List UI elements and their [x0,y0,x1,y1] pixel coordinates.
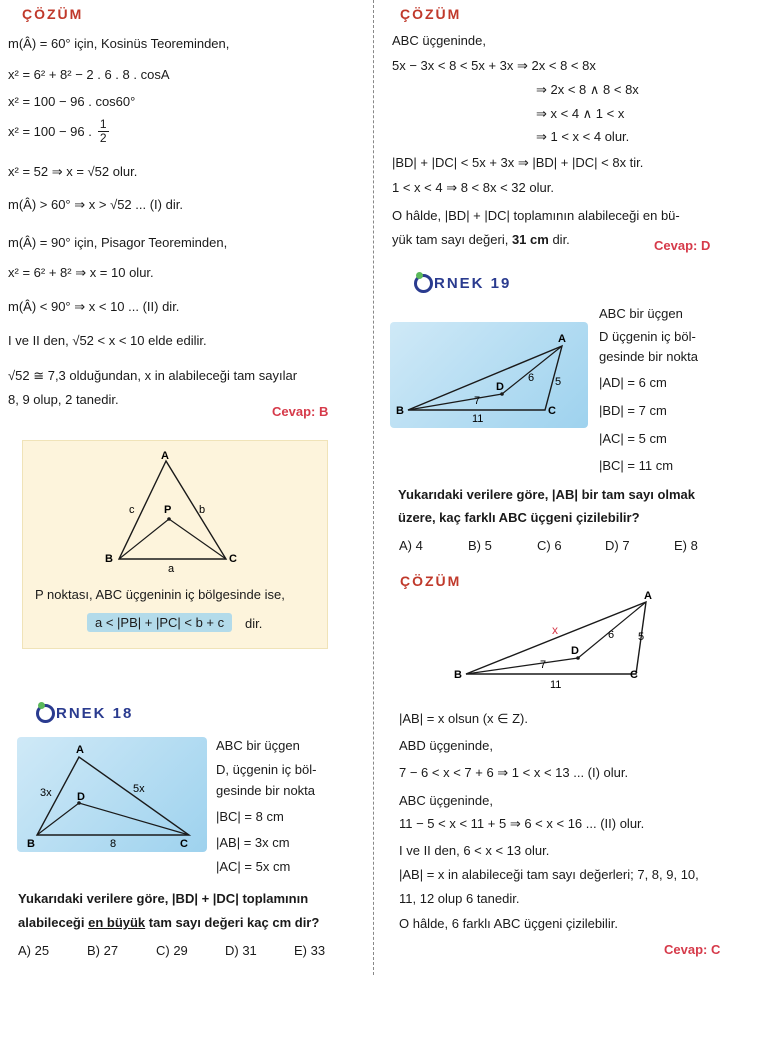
given-line: D, üçgenin iç böl- [216,762,317,777]
solution-line: |AB| = x olsun (x ∈ Z). [399,711,528,726]
given-line: |AD| = 6 cm [599,375,667,390]
label-ad: 6 [528,372,535,384]
solution-line-answer [392,232,570,247]
given-line: |AC| = 5x cm [216,859,291,874]
solution-line: 8, 9 olup, 2 tanedir. [8,392,119,407]
solution-line: x² = 6² + 8² − 2 . 6 . 8 . cosA [8,67,170,82]
label-b-vertex: B [105,553,113,565]
solution-line: x² = 6² + 8² ⇒ x = 10 olur. [8,265,154,280]
solution-line: yük tam sayı değeri, [392,232,509,247]
solution-line: I ve II den, √52 < x < 10 elde edilir. [8,333,207,348]
solution-line: m(Â) < 90° ⇒ x < 10 ... (II) dir. [8,299,180,314]
given-line: |AC| = 5 cm [599,431,667,446]
example-18-header [36,704,133,723]
answer-suffix: dir. [552,232,570,247]
label-b: B [396,405,404,417]
triangle-figure-p [23,441,327,586]
info-box [22,440,328,649]
question-emphasis: en büyük [88,915,146,930]
column-divider [373,0,375,975]
example-19-figure [390,322,588,428]
label-side-a: a [168,563,175,575]
label-d: D [496,381,504,393]
question-part: alabileceği [18,915,89,930]
solution-line: O hâlde, 6 farklı ABC üçgeni çizilebilir. [399,916,618,931]
given-line: |BC| = 11 cm [599,458,674,473]
label-b: B [454,669,462,681]
label-c: C [630,669,638,681]
label-d: D [77,791,85,803]
solution-line: ABC üçgeninde, [392,33,486,48]
example-o-icon [36,704,55,723]
solution-line: O hâlde, |BD| + |DC| toplamının alabileceği en bü- [392,208,680,223]
solution-line: 5x − 3x < 8 < 5x + 3x ⇒ 2x < 8 < 8x [392,58,596,73]
label-ac: 5x [133,783,145,795]
option-d[interactable]: D) 7 [605,538,630,553]
question-part: tam sayı değeri kaç cm dir? [145,915,320,930]
label-ac: 5 [555,376,562,388]
given-line: |BC| = 8 cm [216,809,284,824]
label-bd: 7 [540,659,547,671]
question-text-2 [18,915,319,930]
label-b: B [27,838,35,850]
option-e[interactable]: E) 33 [294,943,326,958]
solution-line-fraction [8,118,109,145]
solution-line: x² = 100 − 96 . [8,124,92,139]
solution-title-right: ÇÖZÜM [400,6,462,22]
option-d[interactable]: D) 31 [225,943,257,958]
answer-label: Cevap: B [272,404,329,419]
answer-label: Cevap: D [654,238,711,253]
label-bd: 7 [474,395,481,407]
question-text: üzere, kaç farklı ABC üçgeni çizilebilir? [398,510,640,525]
label-d: D [571,645,579,657]
solution-line: √52 ≅ 7,3 olduğundan, x in alabileceği tam sayılar [8,368,298,383]
option-b[interactable]: B) 27 [87,943,119,958]
given-line: ABC bir üçgen [599,306,683,321]
label-bc: 8 [110,838,117,850]
formula: a < |PB| + |PC| < b + c [95,615,225,630]
given-line: gesinde bir nokta [599,349,699,364]
option-a[interactable]: A) 25 [18,943,50,958]
solution-line: ABD üçgeninde, [399,738,493,753]
label-c-vertex: C [229,553,237,565]
solution-line: ⇒ x < 4 ∧ 1 < x [536,106,625,121]
solution-line: 11 − 5 < x < 11 + 5 ⇒ 6 < x < 16 ... (II) olur. [399,816,645,831]
triangle-figure-19 [390,322,588,428]
label-a-vertex: A [161,450,169,462]
formula-highlight [87,613,232,632]
solution-title-left: ÇÖZÜM [22,6,84,22]
option-c[interactable]: C) 6 [537,538,562,553]
option-b[interactable]: B) 5 [468,538,492,553]
solution-line: |BD| + |DC| < 5x + 3x ⇒ |BD| + |DC| < 8x tir. [392,155,644,170]
solution-line: ABC üçgeninde, [399,793,493,808]
example-19-header [414,274,511,293]
solution-line: m(Â) = 90° için, Pisagor Teoreminden, [8,235,228,250]
solution-line: 1 < x < 4 ⇒ 8 < 8x < 32 olur. [392,180,554,195]
example-o-icon [414,274,433,293]
info-text: P noktası, ABC üçgeninin iç bölgesinde ise, [35,587,285,602]
solution-line: ⇒ 2x < 8 ∧ 8 < 8x [536,82,639,97]
label-x: x [552,623,558,637]
option-c[interactable]: C) 29 [156,943,188,958]
solution-line: I ve II den, 6 < x < 13 olur. [399,843,550,858]
question-text: Yukarıdaki verilere göre, |BD| + |DC| toplamının [18,891,309,906]
solution-line: m(Â) > 60° ⇒ x > √52 ... (I) dir. [8,197,183,212]
solution-line: ⇒ 1 < x < 4 olur. [536,129,630,144]
label-ab: 3x [40,787,52,799]
fraction [98,118,109,145]
answer-value: 31 cm [511,232,549,247]
question-text: Yukarıdaki verilere göre, |AB| bir tam sayı olmak [398,487,696,502]
option-e[interactable]: E) 8 [674,538,698,553]
label-ad: 6 [608,629,615,641]
formula-suffix: dir. [245,616,263,631]
label-side-c: c [129,504,135,516]
label-bc: 11 [550,679,562,691]
option-a[interactable]: A) 4 [399,538,423,553]
solution-line: |AB| = x in alabileceği tam sayı değerleri; 7, 8, 9, 10, [399,867,699,882]
triangle-figure-solution [440,588,670,698]
fraction-denominator: 2 [99,131,107,145]
solution-title-right-2: ÇÖZÜM [400,573,462,589]
label-a: A [76,744,84,756]
solution-line: 11, 12 olup 6 tanedir. [399,891,520,906]
solution-line: x² = 52 ⇒ x = √52 olur. [8,164,138,179]
fraction-numerator: 1 [99,117,107,131]
example-18-figure [17,737,207,852]
solution-line: m(Â) = 60° için, Kosinüs Teoreminden, [8,36,230,51]
label-a: A [644,590,652,602]
label-a: A [558,333,566,345]
given-line: ABC bir üçgen [216,738,300,753]
example-title: RNEK 18 [56,705,134,722]
label-c: C [548,405,556,417]
triangle-figure-18 [17,737,207,852]
given-line: |BD| = 7 cm [599,403,667,418]
given-line: gesinde bir nokta [216,783,316,798]
label-bc: 11 [472,413,484,425]
given-line: D üçgenin iç böl- [599,329,696,344]
given-line: |AB| = 3x cm [216,835,290,850]
solution-line: x² = 100 − 96 . cos60° [8,94,136,109]
label-ac: 5 [638,631,645,643]
label-c: C [180,838,188,850]
answer-label: Cevap: C [664,942,721,957]
label-p-point: P [164,504,172,516]
solution-line: 7 − 6 < x < 7 + 6 ⇒ 1 < x < 13 ... (I) olur. [399,765,629,780]
label-side-b: b [199,504,206,516]
example-title: RNEK 19 [434,275,512,292]
